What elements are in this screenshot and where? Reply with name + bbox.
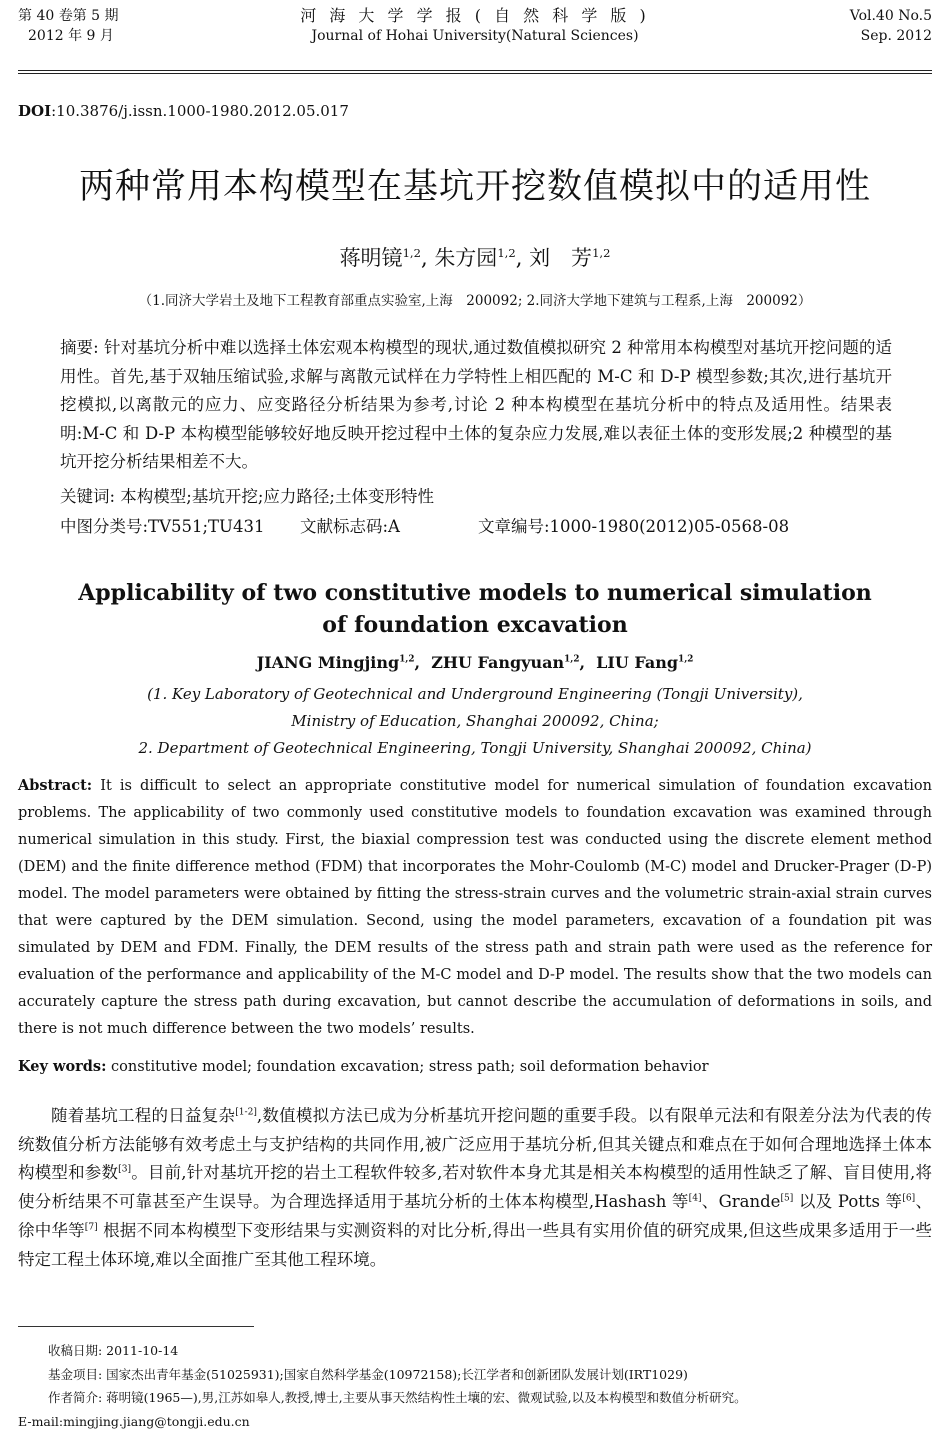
keywords-cn-label: 关键词:: [60, 487, 116, 506]
keywords-en-label: Key words:: [18, 1058, 107, 1075]
author-en-affil: 1,2: [678, 654, 694, 665]
journal-name-cn: 河 海 大 学 学 报 ( 自 然 科 学 版 ): [300, 6, 650, 25]
author-en: JIANG Mingjing: [256, 653, 400, 672]
title-cn: 两种常用本构模型在基坑开挖数值模拟中的适用性: [78, 167, 871, 207]
affiliation-en-line3: 2. Department of Geotechnical Engineering, Tongji University, Shanghai 200092, China): [138, 739, 812, 757]
keywords-en: [18, 1053, 932, 1081]
author-en: ZHU Fangyuan: [431, 653, 565, 672]
footnote-email[interactable]: E-mail:mingjing.jiang@tongji.edu.cn: [18, 1414, 250, 1429]
author-cn-affil: 1,2: [592, 246, 611, 260]
author-separator: ,: [414, 653, 432, 672]
citation-ref[interactable]: [7]: [84, 1222, 98, 1233]
affiliation-cn: （1.同济大学岩土及地下工程教育部重点实验室,上海 200092; 2.同济大学地下建筑与工程系,上海 200092）: [138, 293, 812, 309]
author-en-affil: 1,2: [564, 654, 580, 665]
citation-ref[interactable]: [4]: [688, 1193, 702, 1204]
classification-cn: [60, 513, 892, 542]
authors-cn: [0, 242, 950, 272]
abstract-cn-text: 针对基坑分析中难以选择土体宏观本构模型的现状,通过数值模拟研究 2 种常用本构模型对基坑开挖问题的适用性。首先,基于双轴压缩试验,求解与离散元试样在力学特性上相匹配的 M-C 和 D-P 模型参数;其次,进行基坑开挖模拟,以离散元的应力、应变路径分析结果为参考,讨论 2 种本构模型在基坑分析中的特点及适用性。结果表明:M-C 和 D-P 本构模型能够较好地反映开挖过程中土体的复杂应力发展,难以表征土体的变形发展;2 种模型的基坑开挖分析结果相差不大。: [60, 338, 893, 471]
document-code: 文献标志码:A: [300, 517, 400, 536]
title-en: [0, 577, 950, 641]
keywords-cn: [60, 483, 892, 512]
title-en-line2: of foundation excavation: [322, 612, 628, 638]
author-cn-affil: 1,2: [497, 246, 516, 260]
keywords-en-text: constitutive model; foundation excavation; stress path; soil deformation behavior: [106, 1059, 709, 1075]
article-number: 文章编号:1000-1980(2012)05-0568-08: [478, 517, 790, 536]
affiliation-en-line2: Ministry of Education, Shanghai 200092, China;: [291, 712, 659, 730]
author-cn: 蒋明镜: [339, 246, 403, 270]
header-rule-top: [18, 70, 932, 71]
body-text: 。目前,针对基坑开挖的岩土工程软件较多,若对软件本身尤其是相关本构模型的适用性缺乏了解、盲目使用,将使分析结果不可靠甚至产生误导。为合理选择适用于基坑分析的土体本构模型,Hashash 等: [18, 1163, 932, 1212]
abstract-en: [18, 772, 932, 1043]
abstract-en-text: It is difficult to select an appropriate constitutive model for numerical simulation of foundation excavation problems. The applicability of two commonly used constitutive models to foundation excavation was examined through numerical simulation in this study. First, the biaxial compression test was conducted using the discrete element method (DEM) and the finite difference method (FDM) that incorporates the Mohr-Coulomb (M-C) model and Drucker-Prager (D-P) model. The model parameters were obtained by fitting the stress-strain curves and the volumetric strain-axial strain curves that were captured by the DEM simulation. Second, using the model parameters, excavation of a foundation pit was simulated by DEM and FDM. Finally, the DEM results of the stress path and strain path were used as the reference for evaluation of the performance and applicability of the M-C model and D-P model. The results show that the two models can accurately capture the stress path during excavation, but cannot describe the accumulation of deformations in soils, and there is not much difference between the two models’ results.: [18, 778, 932, 1037]
keywords-cn-text: 本构模型;基坑开挖;应力路径;土体变形特性: [115, 487, 434, 506]
author-cn: 刘 芳: [529, 246, 593, 270]
body-text: 、Grande: [701, 1192, 781, 1212]
date-cn: 2012 年 9 月: [28, 28, 114, 44]
authors-en: [0, 653, 950, 672]
body-text: 根据不同本构模型下变形结果与实测资料的对比分析,得出一些具有实用价值的研究成果,但这些成果多适用于一些特定工程土体环境,难以全面推广至其他工程环境。: [18, 1220, 932, 1269]
author-separator: ,: [420, 246, 428, 270]
doi-label: DOI: [18, 102, 52, 120]
body-text: 以及 Potts 等: [793, 1192, 903, 1212]
doi-line: [18, 102, 349, 120]
body-paragraph-cn: [18, 1102, 932, 1274]
author-separator: ,: [579, 653, 597, 672]
footnote-received: 收稿日期: 2011-10-14: [48, 1343, 179, 1358]
header-right: [850, 6, 932, 46]
author-cn: 朱方园: [434, 246, 498, 270]
author-cn-affil: 1,2: [402, 246, 421, 260]
affiliation-en: [0, 681, 950, 762]
journal-name-en: Journal of Hohai University(Natural Sciences): [311, 28, 639, 44]
citation-ref[interactable]: [3]: [118, 1164, 132, 1175]
footnote-rule: [18, 1326, 254, 1327]
volume-issue-cn: 第 40 卷第 5 期: [18, 8, 119, 24]
footnote-funding: 基金项目: 国家杰出青年基金(51025931);国家自然科学基金(10972158);长江学者和创新团队发展计划(IRT1029): [48, 1367, 688, 1382]
author-en-affil: 1,2: [399, 654, 415, 665]
affiliation-en-line1: (1. Key Laboratory of Geotechnical and Underground Engineering (Tongji University),: [147, 685, 803, 703]
abstract-cn-label: 摘要:: [60, 338, 99, 357]
header-center: [0, 6, 950, 46]
body-text: 、徐中华等: [18, 1192, 932, 1240]
citation-ref[interactable]: [6]: [902, 1193, 916, 1204]
doi-value: :10.3876/j.issn.1000-1980.2012.05.017: [51, 102, 349, 120]
title-en-line1: Applicability of two constitutive models to numerical simulation: [78, 580, 872, 606]
citation-ref[interactable]: [5]: [780, 1193, 794, 1204]
footnote-author-bio: 作者简介: 蒋明镜(1965—),男,江苏如皋人,教授,博士,主要从事天然结构性土壤的宏、微观试验,以及本构模型和数值分析研究。: [48, 1390, 747, 1405]
body-text: ,数值模拟方法已成为分析基坑开挖问题的重要手段。以有限单元法和有限差分法为代表的传统数值分析方法能够有效考虑土与支护结构的共同作用,被广泛应用于基坑分析,但其关键点和难点在于如何合理地选择土体本构模型和参数: [18, 1106, 933, 1183]
body-text: 随着基坑工程的日益复杂: [51, 1106, 236, 1125]
date-en: Sep. 2012: [860, 28, 932, 44]
abstract-cn: [60, 334, 892, 477]
volume-issue-en: Vol.40 No.5: [849, 8, 932, 24]
author-separator: ,: [515, 246, 523, 270]
clc-number: 中图分类号:TV551;TU431: [60, 517, 265, 536]
header-rule-bottom: [18, 73, 932, 74]
abstract-en-label: Abstract:: [18, 777, 93, 794]
citation-ref[interactable]: [1-2]: [235, 1107, 257, 1118]
author-en: LIU Fang: [596, 653, 679, 672]
